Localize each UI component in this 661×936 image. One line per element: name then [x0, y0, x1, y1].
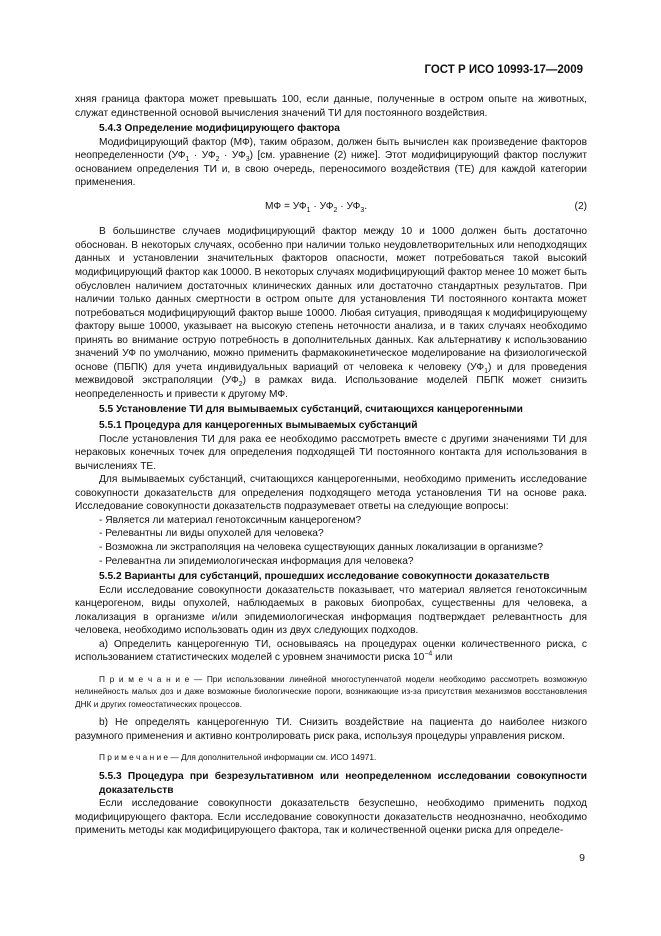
standard-header: ГОСТ Р ИСО 10993-17—2009 — [424, 64, 583, 76]
option-a-paragraph: а) Определить канцерогенную ТИ, основываясь на процедурах оценки количественного риска, с использованием статистических моделей с уровнем значимости риска $10^{-4}$ или — [75, 638, 587, 664]
section-5-5-heading: 5.5 Установление ТИ для вымываемых субстанций, считающихся канцерогенными — [99, 404, 523, 416]
question-list-item: - Возможна ли экстраполяция на человека существующих данных локализации в организме? — [99, 541, 544, 553]
equation-number: (2) — [574, 200, 587, 212]
question-list-item: - Релевантна ли эпидемиологическая информация для человека? — [99, 555, 414, 567]
equation-formula: МФ = $УФ_1 \cdot УФ_2 \cdot УФ_3$. — [265, 200, 368, 214]
section-5-5-2-paragraph: Если исследование совокупности доказательств показывает, что материал является генотоксичным канцерогеном, виды опухолей, наблюдаемых в раковых биопробах, существенны для человека, а локализация в организме и/или эпидемиологическая информация подтверждает релевантность для человека, необходимо использовать один из двух следующих подходов. — [75, 584, 587, 637]
section-5-5-3-heading: 5.5.3 Процедура при безрезультативном или неопределенном исследовании совокупности доказательств — [99, 770, 587, 796]
section-5-5-1-paragraph-1: После установления ТИ для рака ее необходимо рассмотреть вместе с другими значениями ТИ для нераковых конечных точек для определения подходящей ТИ постоянного контакта для использования в вычислениях ТЕ. — [75, 433, 587, 472]
section-5-5-1-heading: 5.5.1 Процедура для канцерогенных вымываемых субстанций — [99, 420, 418, 432]
page-number: 9 — [579, 852, 585, 864]
factor-range-paragraph: В большинстве случаев модифицирующий фактор между 10 и 1000 должен быть достаточно обоснован. В некоторых случаях, особенно при наличии только неудовлетворительных или неподходящих данных и установлении значительных факторов опасности, может потребоваться такой высокий модифицирующий фактор как 10000. В некоторых случаях модифицирующий фактор менее 10 может быть обусловлен наличием достаточных клинических данных или достаточно стандартных результатов. При наличии только данных смертности в остром опыте для установления ТИ постоянного контакта может потребоваться модифицирующий фактор выше 10000. Любая ситуация, приводящая к модифицирующему фактору выше 10000, указывает на высокую степень неточности анализа, и в таких случаях необходимо принять во внимание острую потребность в дополнительных данных. Как альтернативу к использованию значений УФ по умолчанию, можно применить фармакокинетическое моделирование на физиологической основе (ПБПК) для учета индивидуальных вариаций от человека к человеку $(УФ_1)$ и для проведения межвидовой экстраполяции $(УФ_2)$ в рамках вида. Использование моделей ПБПК может снизить неопределенность и привести к другому МФ. — [75, 226, 587, 400]
page-content — [75, 93, 587, 838]
equation-2 — [75, 200, 587, 214]
note-2: П р и м е ч а н и е — Для дополнительной информации см. ИСО 14971. — [99, 752, 377, 763]
note-1: П р и м е ч а н и е — При использовании линейной многоступенчатой модели необходимо рассмотреть возможную нелинейность малых доз и даже возможные биологические пороги, возникающие из-за присутствия механизмов восстановления ДНК и других гомеостатических процессов. — [75, 673, 587, 709]
section-5-5-3-paragraph: Если исследование совокупности доказательств безуспешно, необходимо применить подход модифицирующего фактора. Если исследование совокупности доказательств неоднозначно, необходимо применить методы как модифицирующего фактора, так и количественной оценки риска для определе- — [75, 798, 587, 837]
question-list-item: - Релевантны ли виды опухолей для человека? — [99, 528, 324, 540]
section-5-5-2-heading: 5.5.2 Варианты для субстанций, прошедших исследование совокупности доказательств — [99, 571, 550, 583]
modifying-factor-paragraph: Модифицирующий фактор (МФ), таким образом, должен быть вычислен как произведение факторов неопределенности $(УФ_1 \cdot УФ_2 \cdot УФ_3)$ [см. уравнение (2) ниже]. Этот модифицирующий фактор послужит основанием определения ТИ и, в свою очередь, переносимого воздействия (ТЕ) для каждой категории применения. — [75, 136, 587, 189]
question-list-item: - Является ли материал генотоксичным канцерогеном? — [99, 514, 362, 526]
section-5-4-3-heading: 5.4.3 Определение модифицирующего фактора — [99, 123, 340, 135]
section-5-5-1-paragraph-2: Для вымываемых субстанций, считающихся канцерогенными, необходимо применить исследование совокупности доказательств для определения подходящего метода установления ТИ на основе рака. Исследование совокупности доказательств подразумевает ответы на следующие вопросы: — [75, 474, 587, 513]
option-b-paragraph: b) Не определять канцерогенную ТИ. Снизить воздействие на пациента до наиболее низкого разумного применения и активно контролировать риск рака, используя процедуры управления риском. — [75, 717, 587, 742]
intro-paragraph: хняя граница фактора может превышать 100, если данные, полученные в остром опыте на животных, служат единственной основой вычисления значений ТИ для постоянного воздействия. — [75, 94, 587, 119]
